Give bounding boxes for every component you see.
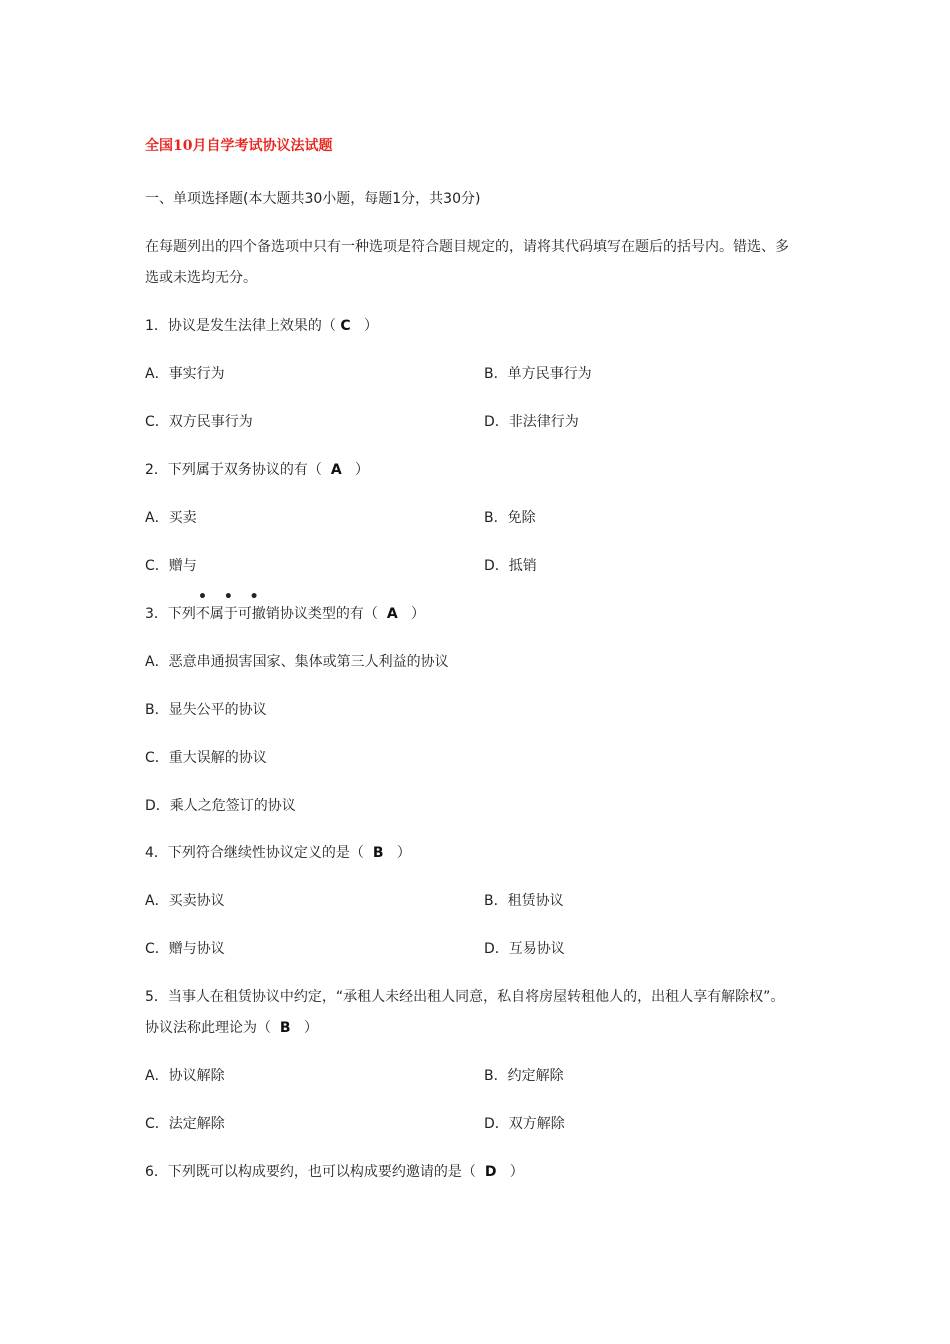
question-2-option-a: A．买卖: [145, 510, 197, 526]
question-1-option-a: A．事实行为: [145, 366, 225, 382]
question-3-stem: 3．下列不属于可撤销协议类型的有（ A ）: [145, 606, 426, 622]
question-2-option-d: D．抵销: [484, 558, 537, 574]
question-5-option-c: C．法定解除: [145, 1116, 225, 1132]
question-3-option-a: A．恶意串通损害国家、集体或第三人利益的协议: [145, 654, 449, 670]
question-6-stem: 6．下列既可以构成要约，也可以构成要约邀请的是（ D ）: [145, 1164, 524, 1180]
question-3-option-c: C．重大误解的协议: [145, 750, 267, 766]
question-4-stem: 4．下列符合继续性协议定义的是（ B ）: [145, 845, 411, 861]
question-4-option-b: B．租赁协议: [484, 893, 564, 909]
instruction-line-1: 在每题列出的四个备选项中只有一种选项是符合题目规定的，请将其代码填写在题后的括号内。错选、多: [145, 239, 789, 255]
question-2-option-c: C．赠与: [145, 558, 197, 574]
question-5-option-d: D．双方解除: [484, 1116, 565, 1132]
question-1-stem: 1．协议是发生法律上效果的（ C ）: [145, 318, 379, 334]
question-4-answer: B: [372, 845, 384, 861]
question-3-option-d: D．乘人之危签订的协议: [145, 798, 296, 814]
question-5-answer: B: [279, 1020, 291, 1036]
question-4-option-a: A．买卖协议: [145, 893, 225, 909]
question-5-stem: 协议法称此理论为（ B ）: [145, 1020, 318, 1036]
question-3-answer: A: [386, 606, 398, 622]
question-1-answer: C: [340, 318, 351, 334]
question-2-answer: A: [330, 462, 342, 478]
section-heading: 一、单项选择题(本大题共30小题，每题1分，共30分): [145, 191, 481, 207]
question-5-stem-line-1: 5．当事人在租赁协议中约定，“承租人未经出租人同意，私自将房屋转租他人的，出租人享有解除权”。: [145, 989, 785, 1005]
question-1-option-d: D．非法律行为: [484, 414, 579, 430]
question-1-option-c: C．双方民事行为: [145, 414, 253, 430]
question-4-option-d: D．互易协议: [484, 941, 565, 957]
question-6-answer: D: [484, 1164, 497, 1180]
question-5-option-a: A．协议解除: [145, 1068, 225, 1084]
question-1-option-b: B．单方民事行为: [484, 366, 592, 382]
question-2-option-b: B．免除: [484, 510, 536, 526]
exam-title: 全国10月自学考试协议法试题: [145, 138, 333, 154]
question-4-option-c: C．赠与协议: [145, 941, 225, 957]
question-3-option-b: B．显失公平的协议: [145, 702, 267, 718]
instruction-line-2: 选或未选均无分。: [145, 270, 257, 286]
question-5-option-b: B．约定解除: [484, 1068, 564, 1084]
question-2-stem: 2．下列属于双务协议的有（ A ）: [145, 462, 370, 478]
emphasis-dots: • • •: [198, 589, 265, 605]
